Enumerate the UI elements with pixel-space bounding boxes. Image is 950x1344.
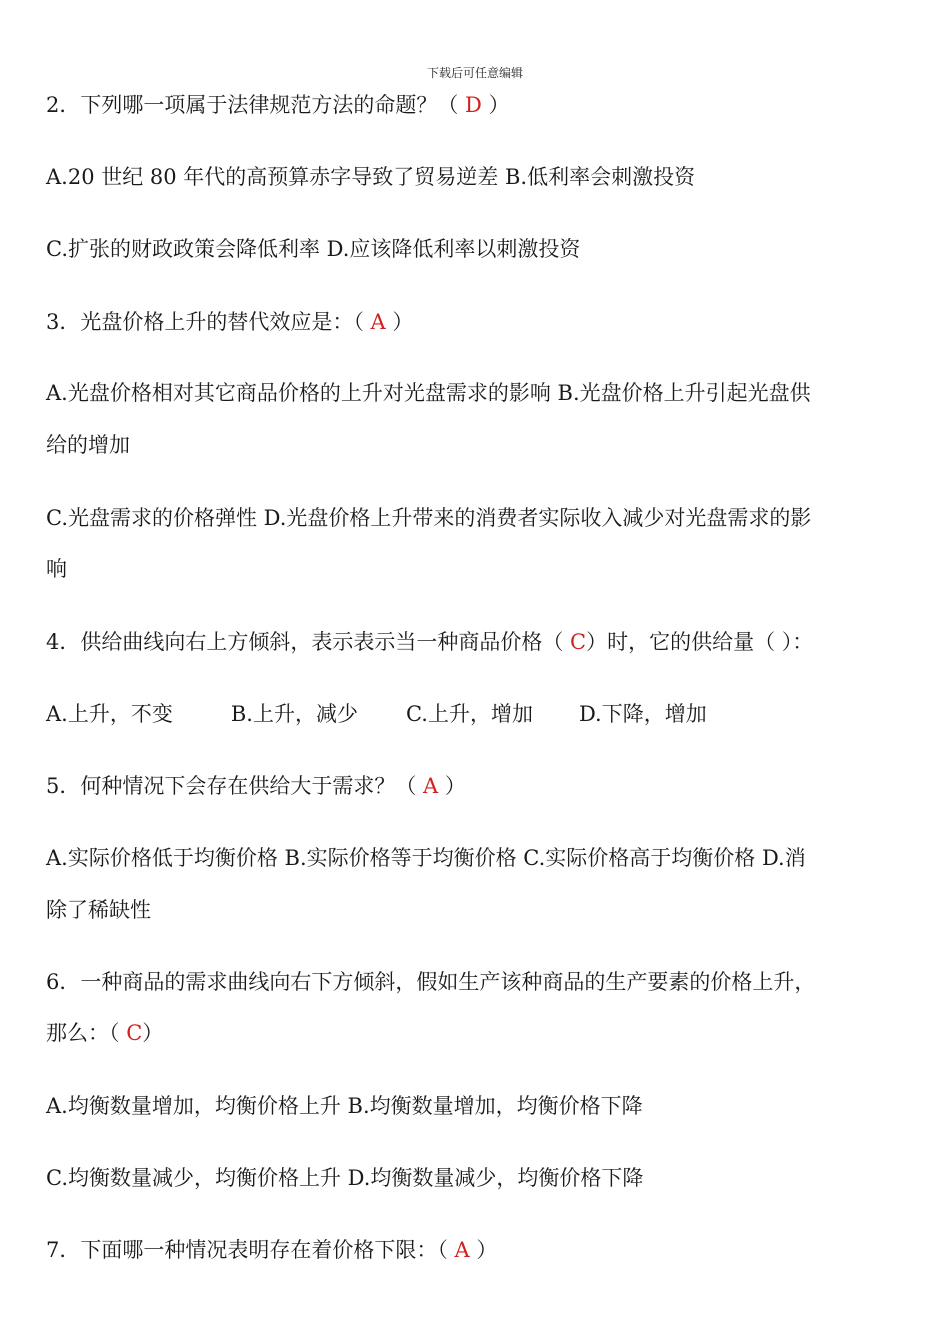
question-stem-text: 4．供给曲线向右上方倾斜，表示表示当一种商品价格（ — [46, 630, 571, 654]
answer-mark: C — [570, 630, 587, 654]
question-stem-text: ） — [469, 1238, 498, 1262]
answer-mark: C — [126, 1021, 143, 1045]
question-3-options-ab-line2: 给的增加 — [46, 433, 130, 457]
answer-mark: A — [454, 1238, 470, 1262]
question-6-options-ab: A.均衡数量增加，均衡价格上升 B.均衡数量增加，均衡价格下降 — [46, 1094, 643, 1118]
question-stem-text: 那么：（ — [46, 1021, 127, 1045]
question-3-options-cd-line2: 响 — [46, 557, 67, 581]
question-stem-text: 7．下面哪一种情况表明存在着价格下限：（ — [46, 1238, 455, 1262]
question-3-stem — [46, 307, 910, 337]
option-b: B.上升，减少 — [230, 702, 358, 726]
question-stem-text: ） — [385, 310, 414, 334]
question-3-options-cd-line1: C.光盘需求的价格弹性 D.光盘价格上升带来的消费者实际收入减少对光盘需求的影 — [46, 506, 812, 530]
question-stem-text: 2．下列哪一项属于法律规范方法的命题？（ — [46, 93, 466, 117]
question-stem-text: ） — [481, 93, 510, 117]
question-5-options-line2: 除了稀缺性 — [46, 898, 151, 922]
answer-mark: A — [423, 774, 439, 798]
question-stem-text: 3．光盘价格上升的替代效应是：（ — [46, 310, 371, 334]
question-4-stem — [46, 627, 910, 657]
question-6-stem-line1: 6．一种商品的需求曲线向右下方倾斜，假如生产该种商品的生产要素的价格上升， — [46, 970, 816, 994]
question-stem-text: ） — [438, 774, 466, 798]
page-header: 下载后可任意编辑 — [426, 66, 523, 80]
question-3-options-ab-line1: A.光盘价格相对其它商品价格的上升对光盘需求的影响 B.光盘价格上升引起光盘供 — [46, 381, 811, 405]
question-2-stem — [46, 90, 910, 120]
option-d: D.下降，增加 — [578, 702, 707, 726]
question-6-options-cd: C.均衡数量减少，均衡价格上升 D.均衡数量减少，均衡价格下降 — [46, 1166, 644, 1190]
question-2-options-ab: A.20 世纪 80 年代的高预算赤字导致了贸易逆差 B.低利率会刺激投资 — [46, 165, 696, 189]
answer-mark: A — [370, 310, 386, 334]
question-5-options-line1: A.实际价格低于均衡价格 B.实际价格等于均衡价格 C.实际价格高于均衡价格 D.消 — [46, 846, 806, 870]
question-6-stem-line2 — [46, 1018, 910, 1048]
option-c: C.上升，增加 — [405, 702, 533, 726]
question-stem-text: ） — [142, 1021, 164, 1045]
answer-mark: D — [465, 93, 482, 117]
question-stem-text: 5．何种情况下会存在供给大于需求？（ — [46, 774, 424, 798]
question-7-stem — [46, 1235, 910, 1265]
option-a: A.上升，不变 — [46, 702, 173, 726]
question-2-options-cd: C.扩张的财政政策会降低利率 D.应该降低利率以刺激投资 — [46, 237, 581, 261]
question-stem-text: ）时，它的供给量（ ）： — [586, 630, 814, 654]
question-5-stem — [46, 771, 910, 801]
question-4-options — [46, 699, 910, 729]
